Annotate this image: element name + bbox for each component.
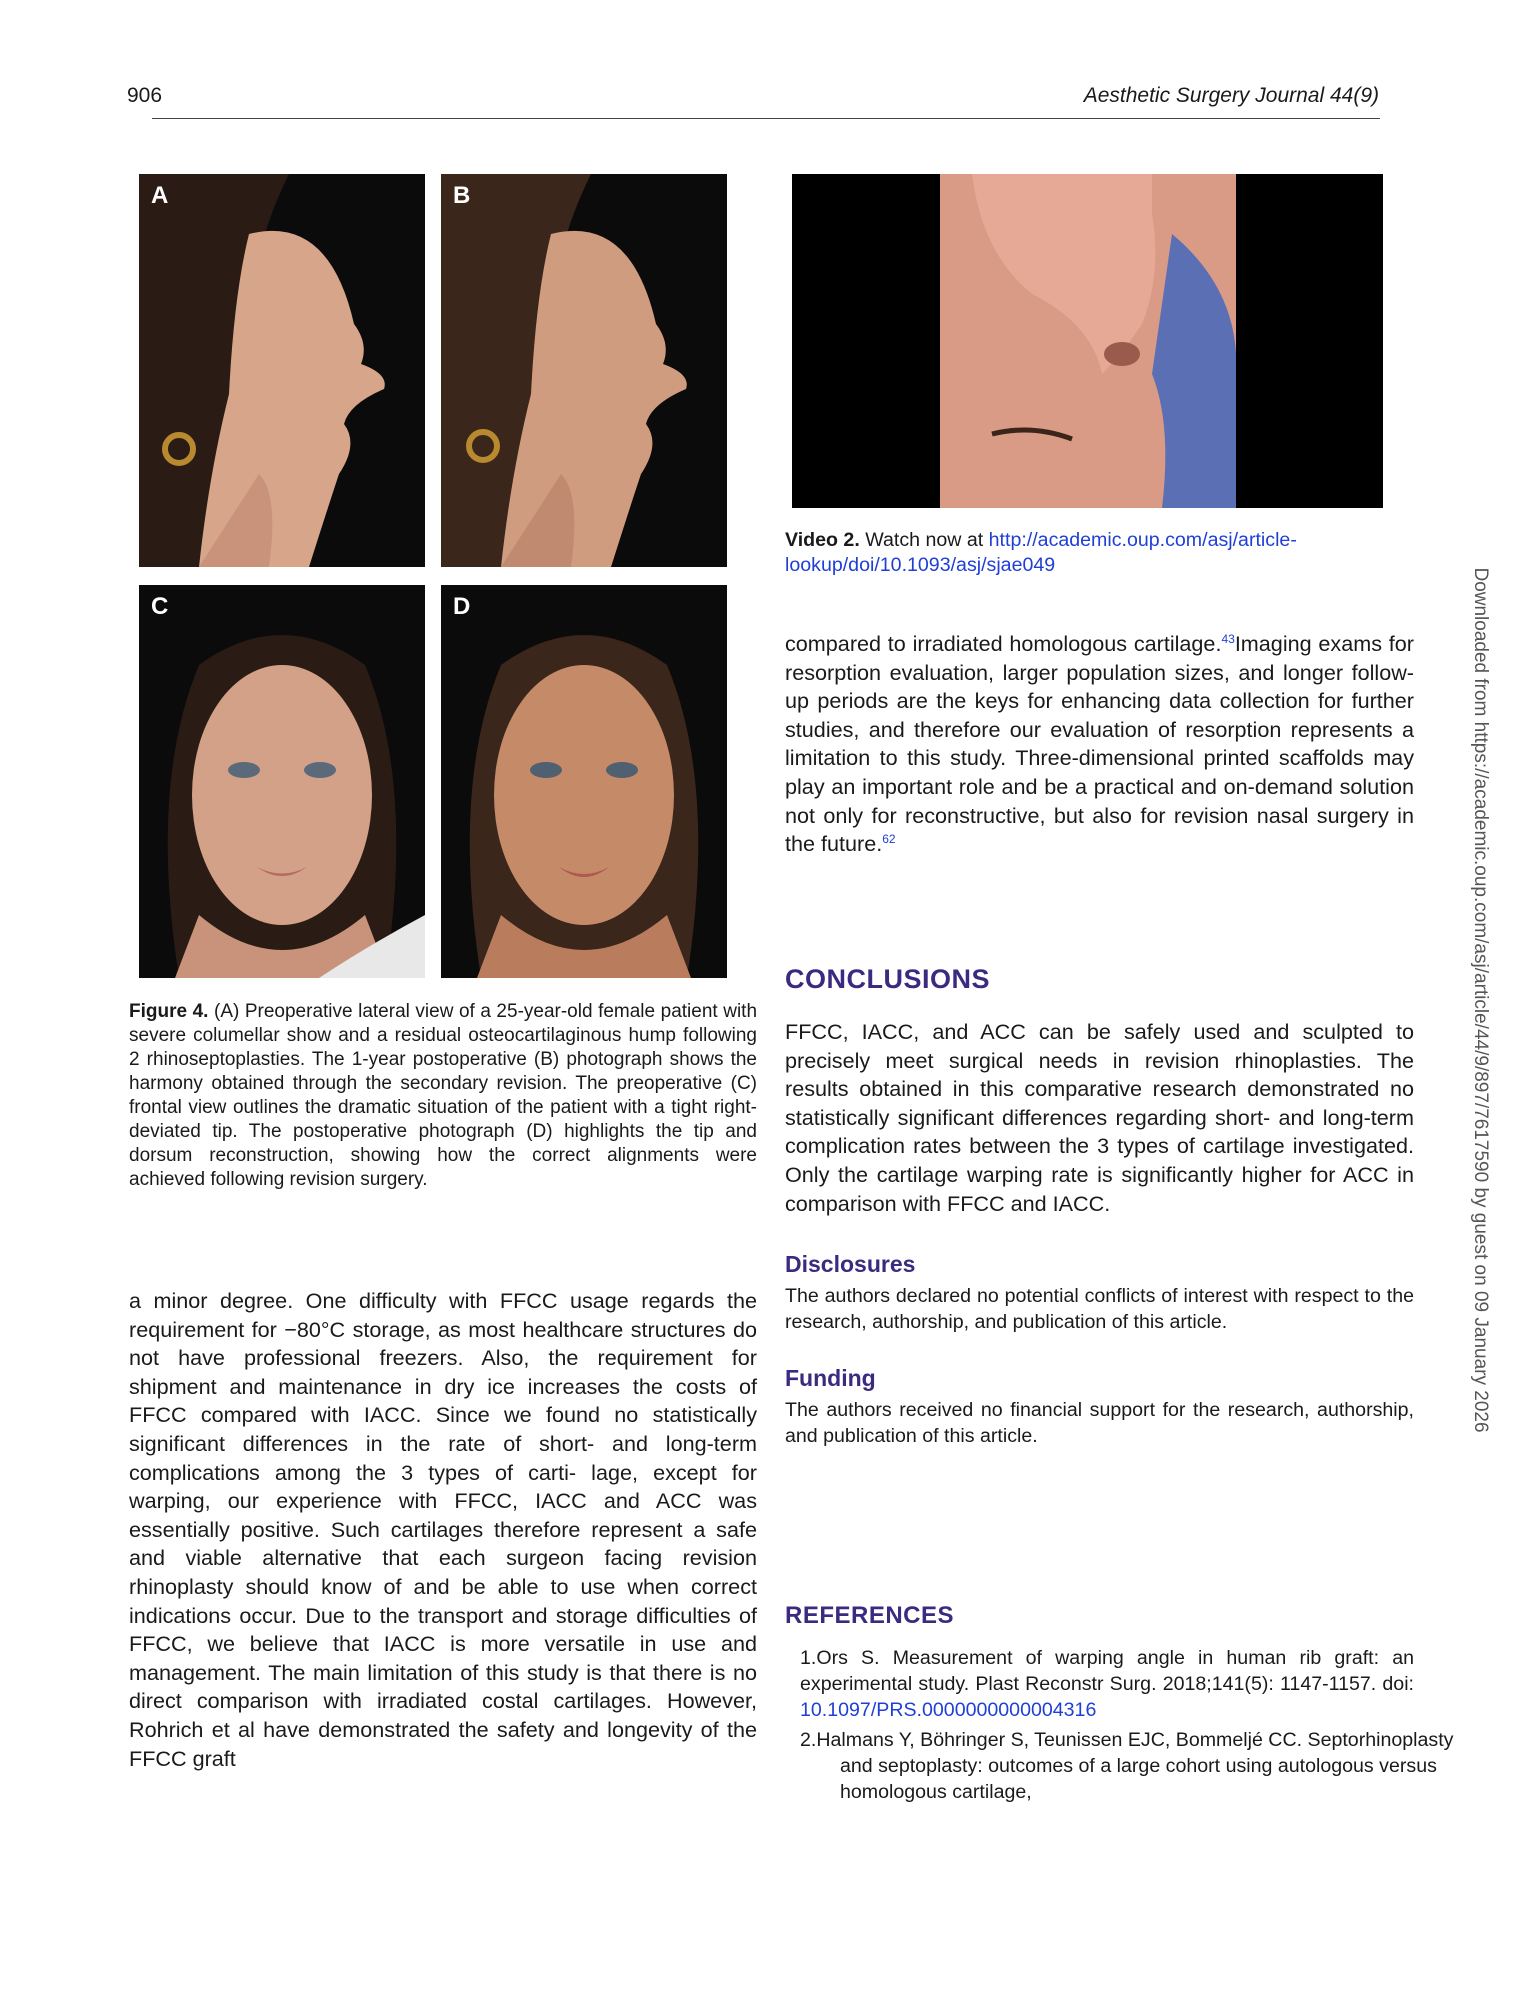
funding-heading: Funding — [785, 1365, 876, 1391]
video2-player[interactable] — [792, 174, 1383, 508]
video2-text: Watch now at — [859, 529, 989, 551]
frontal-face-illustration — [139, 585, 425, 978]
conclusions-heading: CONCLUSIONS — [785, 964, 991, 994]
video2-caption — [785, 528, 1414, 578]
panel-label-c: C — [151, 593, 169, 620]
page-number: 906 — [127, 84, 163, 107]
video2-frame-illustration — [792, 174, 1383, 508]
conclusions-text: FFCC, IACC, and ACC can be safely used and sculpted to precisely meet surgical needs in revision rhinoplasties. The results obtained in this comparative research demonstrated no statistically significant differences regarding short- and long-term complication rates between the 3 types of cartilage investigated. Only the cartilage warping rate is significantly higher for ACC in comparison with FFCC and IACC. — [785, 1019, 1414, 1216]
reference-1-doi-link[interactable]: 10.1097/PRS.0000000000004316 — [800, 1699, 1097, 1721]
para1-text-b: Imaging exams for resorption evaluation, larger population sizes, and longer follow-up periods are the keys for enhancing data collection for further studies, and therefore our evaluation of resorption represents a limitation to this study. Three-dimensional printed scaffolds may play an important role and be a practical and on-demand solution not only for reconstructive, but also for revision nasal surgery in the future. — [785, 631, 1414, 857]
figure4-caption-text: (A) Preoperative lateral view of a 25-year-old female patient with severe columellar show and a residual osteocartilaginous hump following 2 rhinoseptoplasties. The 1-year postoperative (B) photograph shows the harmony obtained through the secondary revision. The preoperative (C) frontal view outlines the dramatic situation of the patient with a tight right-deviated tip. The postoperative photograph (D) highlights the tip and dorsum reconstruction, showing how the correct alignments were achieved following revision surgery. — [129, 1001, 758, 1190]
references-heading: REFERENCES — [785, 1602, 955, 1629]
figure4-photo-a — [139, 174, 425, 567]
profile-face-illustration — [139, 174, 425, 567]
citation-62[interactable]: 62 — [882, 831, 896, 846]
profile-face-illustration — [441, 174, 727, 567]
panel-label-b: B — [453, 182, 471, 209]
reference-1 — [800, 1645, 1414, 1723]
disclosures-heading: Disclosures — [785, 1251, 916, 1277]
figure4-caption-label: Figure 4. — [129, 1001, 209, 1022]
figure4-caption — [129, 1000, 757, 1192]
video2-label: Video 2. — [785, 529, 860, 551]
left-column-body: a minor degree. One difficulty with FFCC usage regards the requirement for −80°C storage, as most healthcare structures do not have professional freezers. Also, the requirement for shipment and maintenance in dry ice increases the costs of FFCC compared with IACC. Since we found no statistically significant differences in the rate of short- and long-term complications among the 3 types of carti- lage, except for warping, our experience with FFCC, IACC and ACC was essentially positive. Such cartilages therefore represent a safe and viable alternative that each surgeon facing revision rhinoplasty should know of and be able to use when correct indications occur. Due to the transport and storage difficulties of FFCC, we believe that IACC is more versatile in use and management. The main limitation of this study is that there is no direct comparison with irradiated costal cartilages. However, Rohrich et al have demonstrated the safety and longevity of the FFCC graft — [129, 1288, 757, 1771]
video2-link[interactable]: http://academic.oup.com/asj/article-lookup/doi/10.1093/asj/sjae049 — [785, 529, 1297, 576]
figure4-photo-d — [441, 585, 727, 978]
panel-label-d: D — [453, 593, 471, 620]
panel-label-a: A — [151, 182, 169, 209]
journal-title: Aesthetic Surgery Journal 44(9) — [1083, 84, 1379, 107]
reference-1-text: 1.Ors S. Measurement of warping angle in human rib graft: an experimental study. Plast Reconstr Surg. 2018;141(5): 1147-1157. doi: — [800, 1647, 1414, 1695]
citation-43[interactable]: 43 — [1221, 631, 1235, 646]
download-side-note: Downloaded from https://academic.oup.com/asj/article/44/9/897/7617590 by guest on 09 January 2026 — [1470, 567, 1491, 1433]
funding-text: The authors received no financial support for the research, authorship, and publication of this article. — [785, 1399, 1414, 1447]
right-column-para1 — [785, 630, 1414, 859]
header-rule — [152, 118, 1380, 119]
frontal-face-illustration — [441, 585, 727, 978]
disclosures-text: The authors declared no potential conflicts of interest with respect to the research, authorship, and publication of this article. — [785, 1285, 1414, 1333]
figure4-photo-c — [139, 585, 425, 978]
reference-2: 2.Halmans Y, Böhringer S, Teunissen EJC, Bommeljé CC. Septorhinoplasty and septoplasty: outcomes of a large cohort using autologous versus homologous cartilage, — [800, 1729, 1454, 1803]
figure4-photo-b — [441, 174, 727, 567]
para1-text-a: compared to irradiated homologous cartilage. — [785, 631, 1222, 656]
